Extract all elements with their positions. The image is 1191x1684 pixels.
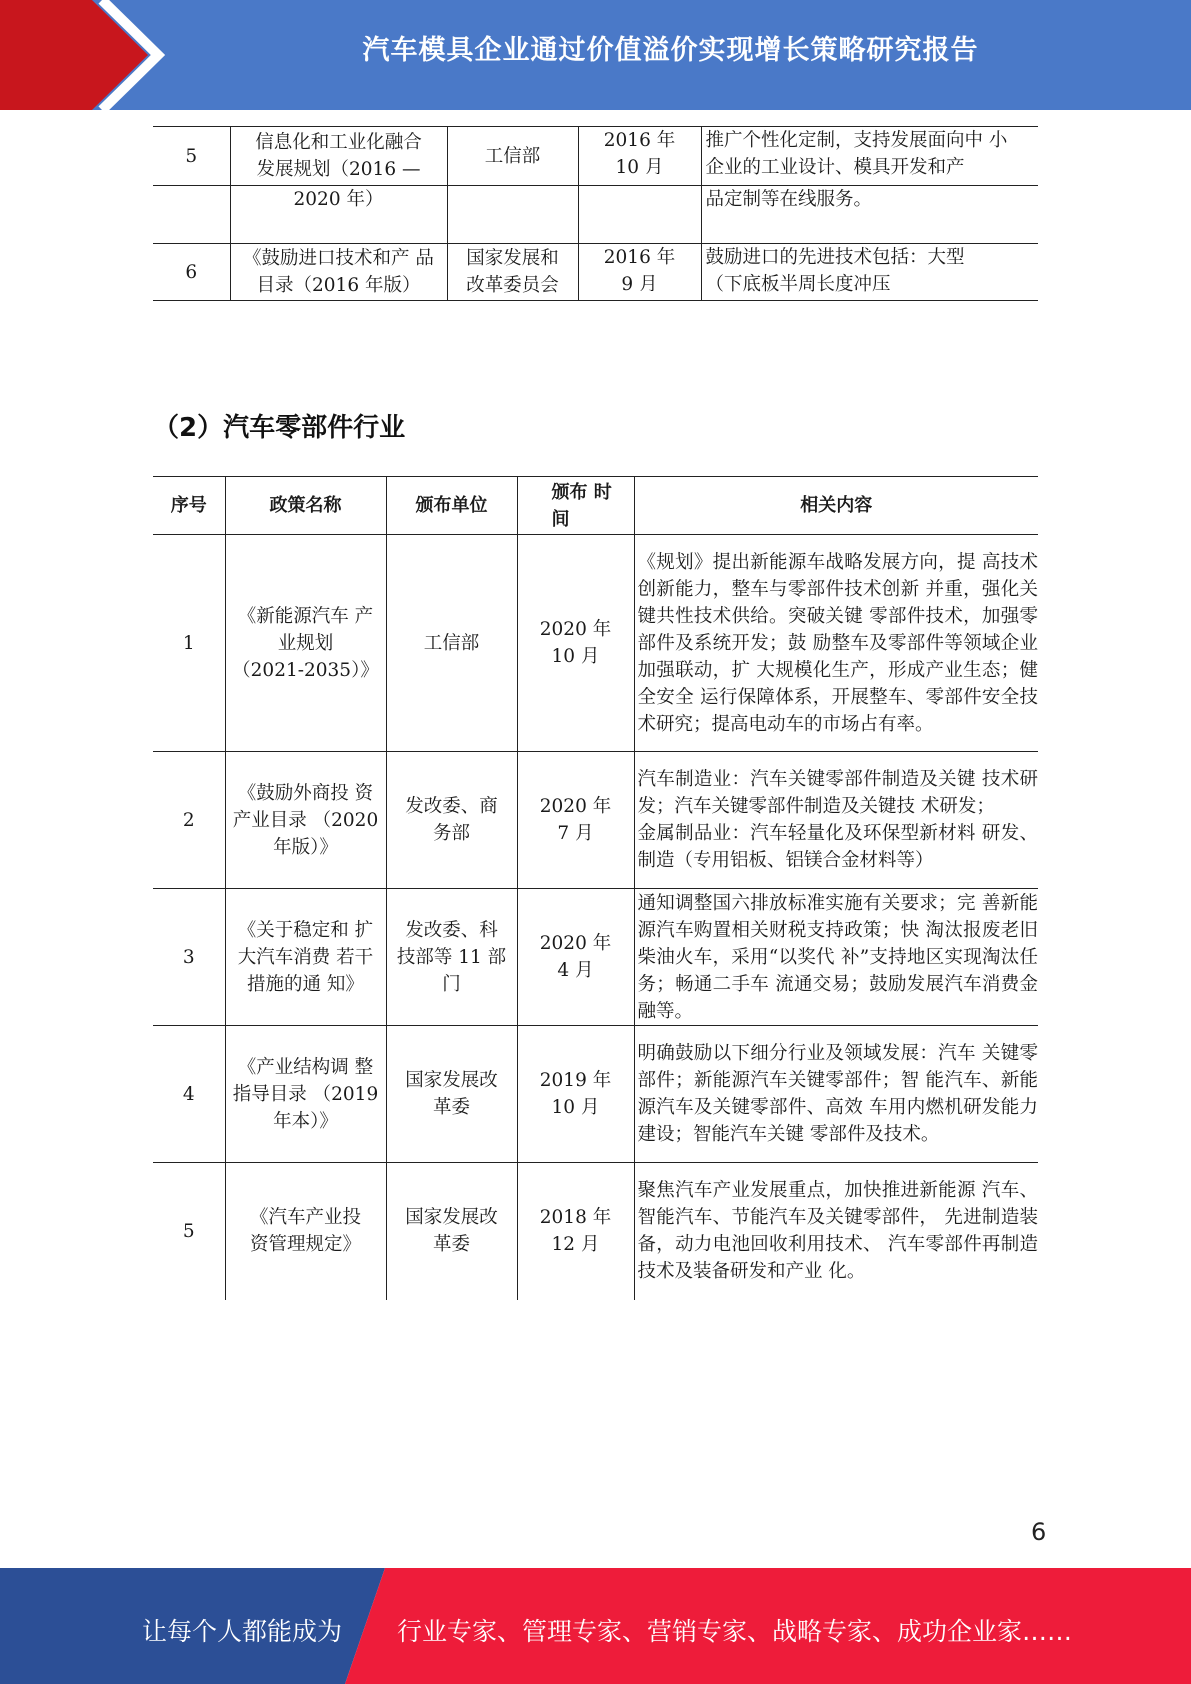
policy-name: [225, 752, 386, 889]
policy-name-line: 产业目录 （2020: [232, 809, 379, 831]
issue-date-line: 2020 年: [539, 933, 612, 954]
content-line: 企业的工业设计、模具开发和产: [705, 157, 965, 178]
policy-name-line: 《新能源汽车 产: [237, 605, 374, 627]
issue-date-line: 2016 年: [603, 247, 676, 268]
header-issue-date: [517, 477, 634, 535]
issue-date-line: 9 月: [621, 274, 658, 291]
policy-name-line: 目录（2016 年版）: [256, 275, 421, 296]
related-content: 品定制等在线服务。: [701, 186, 1038, 244]
issue-date: [517, 752, 634, 889]
issuing-unit-line: 革委: [432, 1097, 470, 1118]
issuing-unit: [386, 889, 517, 1026]
issue-date-line: 2019 年: [539, 1070, 612, 1091]
policy-name-line: 信息化和工业化融合: [255, 132, 422, 153]
policy-name: [225, 1163, 386, 1300]
row-number: 4: [153, 1026, 225, 1163]
related-content: [701, 244, 1038, 301]
issue-date: [517, 535, 634, 752]
issue-date: [517, 1026, 634, 1163]
policy-name: [225, 1026, 386, 1163]
issue-date: [578, 244, 701, 301]
policy-name-line: 业规划: [277, 632, 334, 654]
policy-name-line: 年版）》: [273, 836, 338, 858]
row-number: 3: [153, 889, 225, 1026]
table-row: [153, 535, 1038, 752]
policy-name-line: 年本）》: [273, 1110, 338, 1132]
policy-name-line: 措施的通 知》: [247, 973, 364, 995]
policy-name: 2020 年）: [230, 186, 447, 244]
content-line: 鼓励进口的先进技术包括：大型: [705, 247, 965, 268]
related-content: 聚焦汽车产业发展重点，加快推进新能源 汽车、智能汽车、节能汽车及关键零部件， 先进制造装备，动力电池回收利用技术、 汽车零部件再制造技术及装备研发和产业 化。: [637, 1180, 1038, 1283]
row-number: 1: [153, 535, 225, 752]
related-content: [701, 127, 1038, 186]
issue-date-line: 10 月: [615, 157, 664, 174]
page-header: [0, 0, 1191, 110]
policy-name: [225, 535, 386, 752]
report-title: 汽车模具企业通过价值溢价实现增长策略研究报告: [362, 35, 979, 66]
issue-date-line: 2018 年: [539, 1207, 612, 1229]
policy-table-continued: [153, 126, 1038, 301]
issue-date-line: 7 月: [557, 823, 594, 844]
policy-name: [230, 244, 447, 301]
table-row: [153, 1163, 1038, 1300]
policy-name-line: 《汽车产业投: [249, 1207, 361, 1229]
table-row: [153, 186, 1038, 244]
row-number: 6: [153, 244, 230, 301]
policy-name-line: 资管理规定》: [249, 1234, 361, 1256]
issuing-unit-line: 发改委、科: [405, 919, 498, 941]
issuing-unit-line: 技部等 11 部: [396, 946, 507, 968]
issuing-unit-line: 国家发展改: [405, 1207, 498, 1229]
row-number: [153, 186, 230, 244]
policy-name: [225, 889, 386, 1026]
issuing-unit-line: 国家发展改: [405, 1070, 498, 1091]
content-paragraph: 金属制品业：汽车轻量化及环保型新材料 研发、制造（专用铝板、铝镁合金材料等）: [637, 823, 1038, 871]
related-content: 通知调整国六排放标准实施有关要求；完 善新能源汽车购置相关财税支持政策；快 淘汰报废老旧柴油火车，采用“以奖代 补”支持地区实现淘汰任务；畅通二手车 流通交易；鼓励发展汽车消费金融等。: [634, 889, 1038, 1026]
auto-parts-policy-table: [153, 476, 1038, 1300]
policy-name: [230, 127, 447, 186]
table-row: [153, 752, 1038, 889]
content-paragraph: 汽车制造业：汽车关键零部件制造及关键 技术研发；汽车关键零部件制造及关键技 术研发；: [637, 769, 1038, 817]
related-content: 明确鼓励以下细分行业及领域发展：汽车 关键零部件；新能源汽车关键零部件；智 能汽车、新能源汽车及关键零部件、高效 车用内燃机研发能力建设；智能汽车关键 零部件及技术。: [634, 1026, 1038, 1163]
issue-date-line: 12 月: [551, 1234, 600, 1256]
table-row: [153, 244, 1038, 301]
issuing-unit-line: 发改委、商: [405, 796, 498, 817]
issue-date-line: 2020 年: [539, 619, 612, 640]
row-number: 2: [153, 752, 225, 889]
policy-name-line: 《产业结构调 整: [237, 1056, 374, 1078]
table-row: [153, 889, 1038, 1026]
header-policy-name: 政策名称: [225, 477, 386, 535]
section-title: （2）汽车零部件行业: [153, 413, 406, 443]
issuing-unit: [447, 186, 578, 244]
policy-name-line: （2021-2035）》: [232, 659, 379, 681]
issue-date: [578, 186, 701, 244]
issuing-unit: 工信部: [447, 127, 578, 186]
issue-date: [578, 127, 701, 186]
issuing-unit-line: 务部: [432, 823, 470, 844]
issuing-unit-line: 国家发展和: [466, 248, 559, 269]
issuing-unit: [386, 1163, 517, 1300]
issue-date-line: 4 月: [557, 960, 594, 981]
issue-date: [517, 889, 634, 1026]
issuing-unit: 工信部: [386, 535, 517, 752]
policy-name-line: 《关于稳定和 扩: [237, 919, 374, 941]
related-content: 《规划》提出新能源车战略发展方向，提 高技术创新能力，整车与零部件技术创新 并重，强化关键共性技术供给。突破关键 零部件技术，加强零部件及系统开发；鼓 励整车及零部件等领域企业加强联动，扩 大规模化生产，形成产业生态；健全安全 运行保障体系，开展整车、零部件安全技 术研究；提高电动车的市场占有率。: [634, 535, 1038, 752]
issuing-unit: [386, 1026, 517, 1163]
footer-slogan-left: 让每个人都能成为: [142, 1617, 343, 1646]
policy-name-line: 指导目录 （2019: [232, 1083, 379, 1105]
table-header-row: [153, 477, 1038, 535]
footer-slogan-right: 行业专家、管理专家、营销专家、战略专家、成功企业家……: [397, 1617, 1073, 1646]
content-line: （下底板半周长度冲压: [705, 274, 891, 295]
table-row: [153, 1026, 1038, 1163]
issuing-unit: [447, 244, 578, 301]
header-issuing-unit: 颁布单位: [386, 477, 517, 535]
issuing-unit-line: 革委: [432, 1234, 470, 1256]
header-number: 序号: [153, 477, 225, 535]
issue-date-line: 2020 年: [539, 796, 612, 817]
policy-name-line: 《鼓励外商投 资: [237, 782, 374, 804]
row-number: 5: [153, 1163, 225, 1300]
page-footer: [0, 1568, 1191, 1684]
table-row: [153, 127, 1038, 186]
issuing-unit-line: 门: [442, 973, 461, 995]
issue-date-line: 2016 年: [603, 130, 676, 151]
header-date-line: 颁布 时: [551, 481, 612, 503]
policy-name-line: 发展规划（2016 —: [256, 159, 421, 180]
issue-date-line: 10 月: [551, 646, 600, 667]
row-number: 5: [153, 127, 230, 186]
content-line: 推广个性化定制，支持发展面向中 小: [705, 130, 1008, 151]
page-number: 6: [1031, 1518, 1047, 1546]
issuing-unit: [386, 752, 517, 889]
header-related-content: 相关内容: [634, 477, 1038, 535]
issue-date: [517, 1163, 634, 1300]
header-date-line: 间: [551, 508, 570, 530]
policy-name-line: 《鼓励进口技术和产 品: [243, 248, 434, 269]
related-content: [634, 752, 1038, 889]
issue-date-line: 10 月: [551, 1097, 600, 1118]
policy-name-line: 大汽车消费 若干: [237, 946, 374, 968]
issuing-unit-line: 改革委员会: [466, 275, 559, 296]
